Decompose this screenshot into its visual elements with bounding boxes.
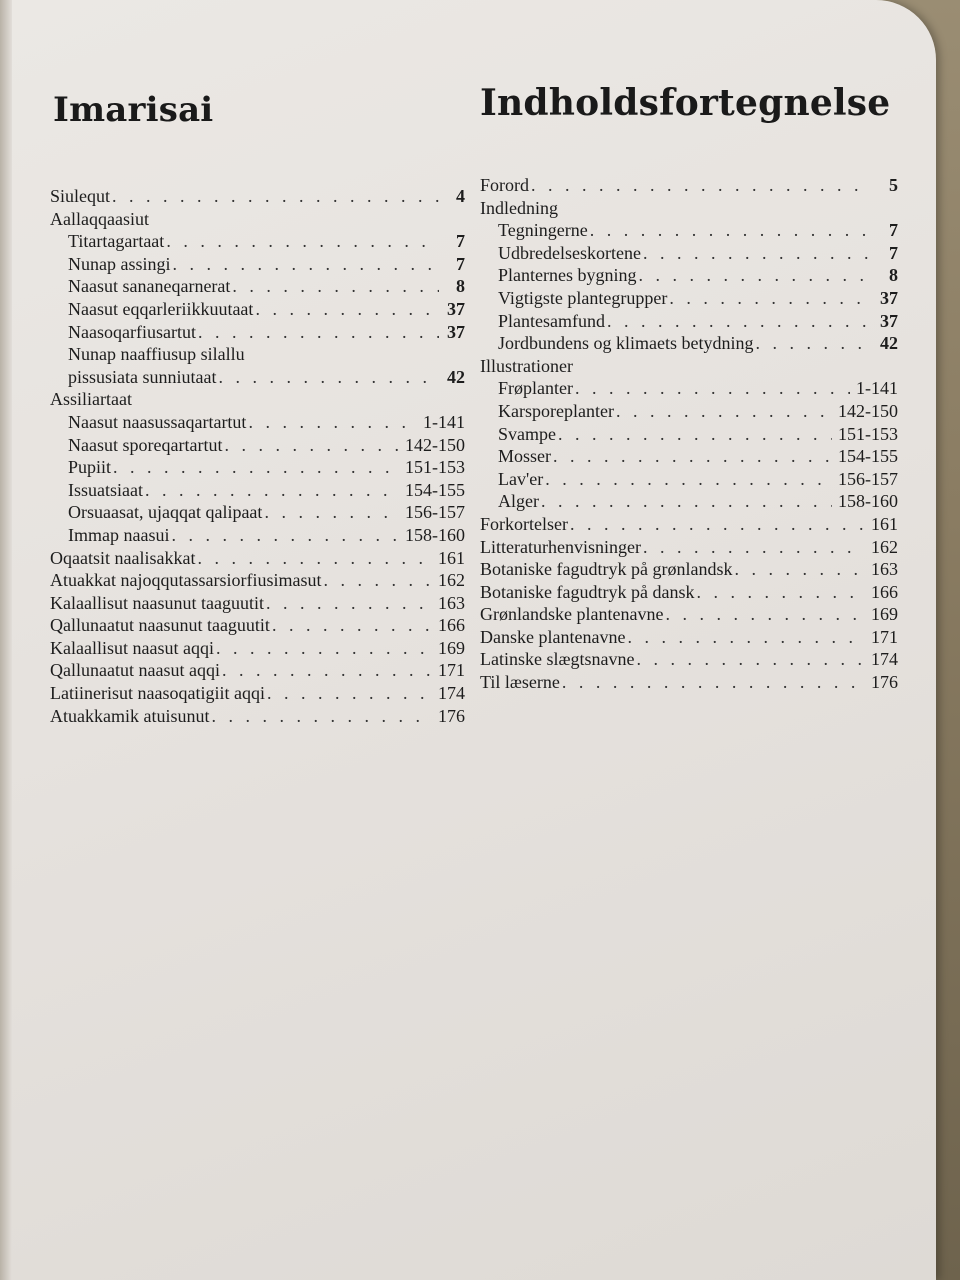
toc-entry xyxy=(480,219,898,242)
dot-leader xyxy=(264,501,399,524)
dot-leader xyxy=(553,445,832,468)
toc-entry xyxy=(480,197,898,220)
toc-entry-label: Karsporeplanter xyxy=(498,400,614,421)
toc-entry-page: 174 xyxy=(438,683,465,704)
toc-column-danish xyxy=(480,82,898,694)
dot-leader xyxy=(248,411,417,434)
toc-entry-label: Issuatsiaat xyxy=(68,479,143,500)
toc-entry-label: Assiliartaat xyxy=(50,389,132,410)
dot-leader xyxy=(113,456,399,479)
toc-entry-page: 42 xyxy=(880,333,898,354)
toc-entry-page: 162 xyxy=(438,570,465,591)
toc-entry-label: Forord xyxy=(480,175,529,195)
toc-entry-label: Jordbundens og klimaets betydning xyxy=(498,333,754,354)
toc-entry xyxy=(50,275,465,298)
toc-entry xyxy=(50,637,465,660)
dot-leader xyxy=(197,547,432,570)
dot-leader xyxy=(562,671,865,694)
toc-entry xyxy=(480,174,898,197)
dot-leader xyxy=(607,310,872,333)
toc-entry xyxy=(50,547,465,570)
toc-entry-label: Kalaallisut naasut aqqi xyxy=(50,637,214,658)
dot-leader xyxy=(627,626,865,649)
toc-entry xyxy=(480,423,898,446)
toc-entry-page: 161 xyxy=(871,513,898,534)
dot-leader xyxy=(173,253,440,276)
toc-entry xyxy=(480,468,898,491)
toc-entry xyxy=(480,648,898,671)
toc-entry xyxy=(480,558,898,581)
toc-entry-label: Tegningerne xyxy=(498,220,588,241)
dot-leader xyxy=(755,332,872,355)
toc-entry xyxy=(480,513,898,536)
toc-entry-label: Atuakkat najoqqutassarsiorfiusimasut xyxy=(50,570,322,591)
toc-entry xyxy=(480,581,898,604)
dot-leader xyxy=(216,637,432,660)
toc-entry-label: Svampe xyxy=(498,423,556,444)
toc-entry xyxy=(50,592,465,615)
toc-entry-page: 142-150 xyxy=(405,434,465,455)
toc-entry xyxy=(480,671,898,694)
toc-entry xyxy=(50,569,465,592)
toc-entry xyxy=(480,264,898,287)
toc-entry-page: 151-153 xyxy=(838,423,898,444)
toc-entry xyxy=(50,185,465,208)
dot-leader xyxy=(222,659,432,682)
toc-entry-label: Immap naasui xyxy=(68,524,170,545)
toc-entry-label: Aallaqqaasiut xyxy=(50,208,149,229)
toc-entry xyxy=(480,242,898,265)
toc-entry xyxy=(480,445,898,468)
toc-entry xyxy=(480,355,898,378)
toc-entry xyxy=(50,343,465,366)
toc-entry-page: 142-150 xyxy=(838,400,898,421)
dot-leader xyxy=(643,536,865,559)
toc-title-danish: Indholdsfortegnelse xyxy=(480,82,891,124)
dot-leader xyxy=(545,468,832,491)
toc-entry-label: Naasut eqqarleriikkuutaat xyxy=(68,298,254,319)
toc-entry-label: Atuakkamik atuisunut xyxy=(50,705,210,726)
toc-entry-page: 7 xyxy=(889,220,898,241)
toc-entry-label: Qallunaatut naasut aqqi xyxy=(50,660,220,681)
toc-entry-page: 176 xyxy=(438,705,465,726)
dot-leader xyxy=(696,581,865,604)
dot-leader xyxy=(267,682,432,705)
toc-entry-page: 158-160 xyxy=(405,524,465,545)
toc-entry xyxy=(50,321,465,344)
dot-leader xyxy=(218,366,439,389)
toc-entry xyxy=(480,536,898,559)
dot-leader xyxy=(616,400,832,423)
toc-entry-page: 8 xyxy=(456,276,465,297)
toc-entry-label: Naasut sporeqartartut xyxy=(68,434,223,455)
toc-entry xyxy=(50,705,465,728)
toc-entry-label: Danske plantenavne xyxy=(480,626,626,647)
dot-leader xyxy=(638,264,872,287)
toc-entry-page: 166 xyxy=(438,615,465,636)
toc-entry-page: 163 xyxy=(438,592,465,613)
toc-entry xyxy=(480,626,898,649)
toc-entry-page: 156-157 xyxy=(405,502,465,523)
dot-leader xyxy=(112,185,439,208)
dot-leader xyxy=(211,705,432,728)
toc-entry-page: 7 xyxy=(456,253,465,274)
toc-entry xyxy=(50,524,465,547)
toc-entry-label: Mosser xyxy=(498,446,551,467)
dot-leader xyxy=(636,648,865,671)
toc-entry-page: 5 xyxy=(889,175,898,195)
toc-entry-page: 169 xyxy=(871,604,898,625)
toc-entry-page: 171 xyxy=(871,626,898,647)
toc-entry-label: Titartagartaat xyxy=(68,231,165,252)
toc-entry-label: Lav'er xyxy=(498,468,544,489)
toc-entry-label: pissusiata sunniutaat xyxy=(68,366,217,387)
toc-entry-label: Alger xyxy=(498,491,539,512)
toc-entry-label: Nunap naaffiusup silallu xyxy=(68,344,245,365)
toc-entry-page: 37 xyxy=(880,310,898,331)
toc-entry-label: Naasoqarfiusartut xyxy=(68,321,196,342)
toc-entry-page: 151-153 xyxy=(405,457,465,478)
toc-entry-label: Frøplanter xyxy=(498,378,573,399)
toc-entry-page: 166 xyxy=(871,581,898,602)
toc-entry-page: 7 xyxy=(456,231,465,252)
toc-entry-page: 171 xyxy=(438,660,465,681)
dot-leader xyxy=(558,423,832,446)
toc-entry xyxy=(50,479,465,502)
toc-entry xyxy=(480,287,898,310)
toc-entry xyxy=(50,614,465,637)
toc-entry-page: 176 xyxy=(871,672,898,693)
dot-leader xyxy=(171,524,399,547)
toc-entry-page: 174 xyxy=(871,649,898,670)
toc-entry-page: 7 xyxy=(889,242,898,263)
dot-leader xyxy=(665,603,865,626)
toc-entry-page: 4 xyxy=(456,186,465,206)
toc-column-greenlandic xyxy=(50,90,465,727)
toc-entry-label: Litteraturhenvisninger xyxy=(480,536,641,557)
dot-leader xyxy=(323,569,432,592)
toc-entry-label: Qallunaatut naasunut taaguutit xyxy=(50,615,270,636)
toc-entry xyxy=(480,310,898,333)
toc-entry-label: Til læserne xyxy=(480,672,560,693)
toc-entry xyxy=(480,603,898,626)
toc-entry-page: 158-160 xyxy=(838,491,898,512)
toc-entry-page: 154-155 xyxy=(405,479,465,500)
toc-entry-page: 8 xyxy=(889,265,898,286)
dot-leader xyxy=(590,219,872,242)
toc-entry-label: Oqaatsit naalisakkat xyxy=(50,547,196,568)
dot-leader xyxy=(166,230,439,253)
toc-entry-label: Vigtigste plantegrupper xyxy=(498,287,668,308)
toc-entry xyxy=(50,682,465,705)
dot-leader xyxy=(669,287,872,310)
toc-entry-label: Grønlandske plantenavne xyxy=(480,604,664,625)
toc-entry-page: 154-155 xyxy=(838,446,898,467)
toc-entry xyxy=(50,208,465,231)
toc-entry-label: Botaniske fagudtryk på dansk xyxy=(480,581,695,602)
toc-entry-label: Pupiit xyxy=(68,457,112,478)
toc-entry xyxy=(50,253,465,276)
toc-entry xyxy=(480,490,898,513)
toc-entry-label: Nunap assingi xyxy=(68,253,171,274)
toc-entry xyxy=(480,377,898,400)
toc-entry-label: Plantesamfund xyxy=(498,310,605,331)
toc-entry-page: 161 xyxy=(438,547,465,568)
toc-entry xyxy=(50,434,465,457)
toc-entry-label: Latiinerisut naasoqatigiit aqqi xyxy=(50,683,265,704)
toc-entry-page: 1-141 xyxy=(856,378,898,399)
toc-entry xyxy=(50,659,465,682)
dot-leader xyxy=(531,174,872,197)
toc-entry-page: 37 xyxy=(880,287,898,308)
toc-entry-label: Planternes bygning xyxy=(498,265,637,286)
dot-leader xyxy=(224,434,399,457)
toc-entry-label: Naasut naasussaqartartut xyxy=(68,411,247,432)
dot-leader xyxy=(734,558,865,581)
toc-entry-label: Udbredelseskortene xyxy=(498,242,641,263)
dot-leader xyxy=(145,479,399,502)
toc-entry-label: Naasut sananeqarnerat xyxy=(68,276,231,297)
toc-entry xyxy=(50,456,465,479)
toc-entry xyxy=(480,332,898,355)
toc-title-greenlandic: Imarisai xyxy=(53,90,214,130)
toc-entry-page: 169 xyxy=(438,637,465,658)
toc-entry-label: Latinske slægtsnavne xyxy=(480,649,635,670)
dot-leader xyxy=(570,513,865,536)
toc-entry-label: Orsuaasat, ujaqqat qalipaat xyxy=(68,502,263,523)
toc-entry-label: Forkortelser xyxy=(480,513,568,534)
toc-entry-page: 37 xyxy=(447,321,465,342)
toc-entry xyxy=(50,230,465,253)
toc-entry-label: Botaniske fagudtryk på grønlandsk xyxy=(480,559,733,580)
toc-entry-page: 163 xyxy=(871,559,898,580)
toc-entry-page: 42 xyxy=(447,366,465,387)
dot-leader xyxy=(643,242,872,265)
dot-leader xyxy=(575,377,850,400)
toc-entry-label: Kalaallisut naasunut taaguutit xyxy=(50,592,264,613)
toc-entry-page: 1-141 xyxy=(423,411,465,432)
dot-leader xyxy=(232,275,439,298)
toc-entry-label: Illustrationer xyxy=(480,355,573,376)
dot-leader xyxy=(198,321,439,344)
toc-entry xyxy=(50,501,465,524)
dot-leader xyxy=(255,298,439,321)
toc-entry xyxy=(50,411,465,434)
toc-entry xyxy=(50,298,465,321)
toc-entry-label: Siulequt xyxy=(50,186,111,206)
dot-leader xyxy=(541,490,832,513)
toc-entry xyxy=(50,388,465,411)
toc-entry-page: 156-157 xyxy=(838,468,898,489)
dot-leader xyxy=(266,592,432,615)
dot-leader xyxy=(272,614,432,637)
toc-entry-page: 162 xyxy=(871,536,898,557)
toc-list-greenlandic xyxy=(50,185,465,727)
toc-list-danish xyxy=(480,174,898,694)
toc-entry xyxy=(50,366,465,389)
toc-entry xyxy=(480,400,898,423)
toc-entry-label: Indledning xyxy=(480,197,558,218)
toc-entry-page: 37 xyxy=(447,298,465,319)
